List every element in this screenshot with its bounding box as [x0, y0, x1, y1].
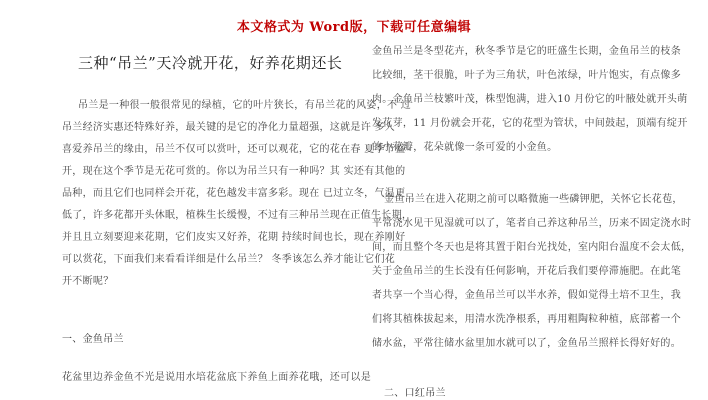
right-paragraph-line: 比较细，茎干很脆，叶子为三角状，叶色浓绿，叶片饱实，有点像多: [372, 70, 681, 81]
left-paragraph-line: 喜爱养吊兰的缘由，吊兰不仅可以赏叶，还可以观花，它的花在春 夏季节盛: [62, 144, 406, 155]
right-paragraph-line: 间，而且整个冬天也是将其置于阳台光找处，室内阳台温度不会太低，: [372, 242, 692, 253]
left-paragraph-line: 吊兰是一种很一般很常见的绿植，它的叶片狭长，有吊兰花的风姿，不 过: [78, 100, 412, 111]
right-paragraph-line: 的小花瓣，花朵就像一条可爱的小金鱼。: [372, 142, 558, 153]
left-paragraph-line: 开不断呢？: [62, 276, 114, 287]
left-paragraph-line: 并且且立刻要迎来花期，它们皮实又好养，花期 持续时间也长，现在养刚好: [62, 232, 406, 243]
left-paragraph-line: 花盆里边养金鱼不光是说用水培花盆底下养鱼上面养花哦，还可以是: [62, 372, 371, 383]
right-paragraph-line: 肉。金鱼吊兰枝繁叶茂，株型饱满，进入10 月份它的叶腋处就开头萌: [372, 94, 688, 105]
right-paragraph-line: 发花芽，11 月份就会开花，它的花型为管状，中间鼓起，顶端有绽开: [372, 118, 688, 129]
section-heading-golden-fish: 一、金鱼吊兰: [62, 334, 124, 345]
right-paragraph-line: 储水盆，平常往储水盆里加水就可以了，金鱼吊兰照样长得好好的。: [372, 338, 681, 349]
left-paragraph-line: 低了，许多花都开头休眠，植株生长缓慢，不过有三种吊兰现在正值生长期，: [62, 210, 413, 221]
left-paragraph-line: 品种，而且它们也同样会开花，花色越发丰富多彩。现在 已过立冬，气温更: [62, 188, 406, 199]
right-paragraph-line: 平常浇水见干见湿就可以了，笔者自己养这种吊兰，历来不固定浇水时: [372, 218, 692, 229]
left-paragraph-line: 吊兰经济实惠还特殊好养，最关键的是它的净化力量超强，这就是许 多人: [62, 122, 396, 133]
section-heading-lipstick: 二、口红吊兰: [384, 388, 446, 399]
right-paragraph-line: 金鱼吊兰在进入花期之前可以略微施一些磷钾肥，关怀它长花苞，: [384, 194, 683, 205]
left-paragraph-line: 可以赏花，下面我们来看看详细是什么吊兰？ 冬季该怎么养才能让它们花: [62, 254, 396, 265]
right-paragraph-line: 金鱼吊兰是冬型花卉，秋冬季节是它的旺盛生长期，金鱼吊兰的枝条: [372, 46, 681, 57]
right-paragraph-line: 关于金鱼吊兰的生长没有任何影响，开花后我们要停滞施肥。在此笔: [372, 266, 681, 277]
right-paragraph-line: 者共享一个当心得，金鱼吊兰可以半水养，假如觉得土培不卫生，我: [372, 290, 681, 301]
right-paragraph-line: 们将其植株拔起来，用清水洗净根系，再用粗陶粒种植，底部蓄一个: [372, 314, 681, 325]
left-paragraph-line: 开，现在这个季节是无花可赏的。你以为吊兰只有一种吗？其 实还有其他的: [62, 166, 406, 177]
document-banner: 本文格式为 Word版，下载可任意编辑: [236, 20, 472, 35]
article-title: 三种“吊兰”天冷就开花，好养花期还长: [78, 54, 343, 72]
